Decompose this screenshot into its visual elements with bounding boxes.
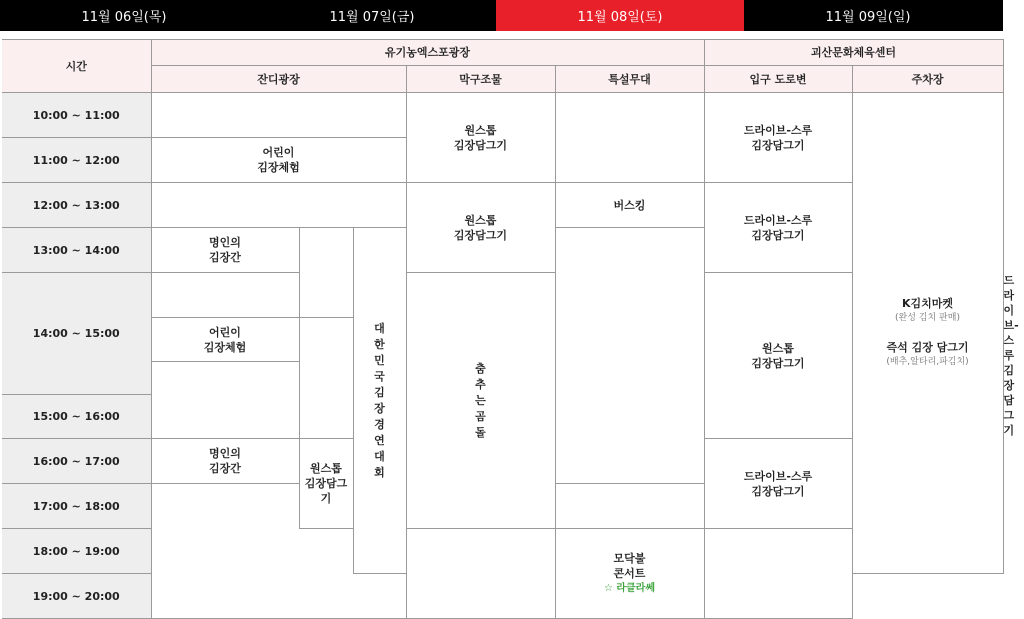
contest-char: 경 xyxy=(374,417,385,431)
contest-char: 국 xyxy=(374,369,385,383)
time-slot: 16:00 ~ 17:00 xyxy=(2,439,151,484)
event-line: 김장담그기 xyxy=(751,138,805,152)
event-busking: 버스킹 xyxy=(555,183,704,228)
event-k-kimchi-market xyxy=(852,93,1003,574)
contest-char: 연 xyxy=(374,433,385,447)
event-line: 원스톱 xyxy=(464,213,497,227)
event-line: 김장체험 xyxy=(203,340,247,354)
event-line: 드라이브-스루 xyxy=(743,123,813,137)
event-line: 명인의 xyxy=(209,447,241,460)
time-slot: 12:00 ~ 13:00 xyxy=(2,183,151,228)
zone-parking-lot: 주차장 xyxy=(852,66,1003,93)
time-slot: 15:00 ~ 16:00 xyxy=(2,395,151,439)
event-line: 김장간 xyxy=(209,251,241,264)
empty-cell xyxy=(151,484,406,619)
bear-char: 춤 xyxy=(475,361,486,375)
event-line: 콘서트 xyxy=(613,567,646,580)
tab-nov-09[interactable]: 11월 09일(일) xyxy=(825,10,911,25)
event-master-kimjang xyxy=(151,228,299,273)
event-line: 어린이 xyxy=(209,325,241,339)
date-tabs xyxy=(0,0,1003,31)
contest-char: 대 xyxy=(374,449,385,463)
bear-char: 돌 xyxy=(475,425,486,439)
time-slot: 17:00 ~ 18:00 xyxy=(2,484,151,529)
empty-cell xyxy=(299,228,353,318)
time-slot: 18:00 ~ 19:00 xyxy=(2,529,151,574)
k-kimchi-market-title: K김치마켓 xyxy=(901,297,954,310)
event-line: 원스톱 xyxy=(762,341,794,355)
time-slot: 19:00 ~ 20:00 xyxy=(2,574,151,619)
event-line: 모닥불 xyxy=(613,552,646,565)
k-kimchi-market-subtitle: (완성 김치 판매) xyxy=(895,313,960,323)
event-dancing-bear xyxy=(406,273,555,529)
event-kids-kimjang xyxy=(151,318,299,362)
empty-cell xyxy=(704,529,852,619)
bear-char: 곰 xyxy=(475,409,486,423)
event-line: 원스톱 xyxy=(310,462,342,475)
empty-cell xyxy=(151,362,299,439)
event-line: 김장체험 xyxy=(257,161,300,174)
empty-cell xyxy=(151,183,406,228)
tab-nov-06[interactable]: 11월 06일(목) xyxy=(81,10,167,25)
zone-special-stage: 특설무대 xyxy=(555,66,704,93)
instant-kimjang-subtitle: (배추,알타리,파김치) xyxy=(886,357,969,367)
event-line: 명인의 xyxy=(209,236,241,249)
event-kids-kimjang xyxy=(151,138,406,183)
schedule-table: 시간 유기농엑스포광장 괴산문화체육센터 잔디광장 막구조물 특설무대 입구 도로변 주차장 10:00 ~ 11:00 원스톱 김장담그기 드라이브-스루 김장담그기 K김치마켓 (완성 김치 판매) 즉석 김장 담그기 (배추,알타리,파김치) 11:00 ~ 12:00 어린이 김장체험 12:00 ~ 13:00 원스톱 김장담그기 버스킹 드라이브-스루 김장담그기 13:00 ~ 14:00 명인의 김장간 대 한 민 국 김 장 경 연 대 회 14:00 ~ 15:00 춤 추 는 곰 돌 원스톱 김장담그기 드라이브-스루 김장담그기 어린이 김장체험 15:00 ~ 16:00 16:00 ~ 17:00 명인의 김장간 원스톱 김장담그기 드라이브-스루 김장담그기 17:00 ~ 18:00 18:00 ~ 19:00 모닥불 콘서트 ☆ 라클라쎄 19:00 ~ 20:00 xyxy=(2,39,1004,619)
event-line: 원스톱 xyxy=(464,123,497,137)
tab-nov-08[interactable]: 11월 08일(토) xyxy=(496,0,744,31)
event-onestop-kimjang xyxy=(406,93,555,183)
event-line: 김장담그기 xyxy=(751,484,805,498)
event-line: 드라이브-스루 xyxy=(743,469,813,483)
event-drive-thru-kimjang xyxy=(704,439,852,529)
event-bonfire-concert xyxy=(555,529,704,619)
event-line: 어린이 xyxy=(262,146,295,159)
contest-char: 장 xyxy=(374,401,385,415)
event-line: 김장담그기 xyxy=(304,477,348,505)
venue-goesan-culture-center: 괴산문화체육센터 xyxy=(704,40,1003,66)
time-header: 시간 xyxy=(2,40,151,93)
empty-cell xyxy=(555,228,704,484)
contest-char: 민 xyxy=(374,353,385,367)
bear-char: 추 xyxy=(475,377,486,391)
contest-char: 대 xyxy=(374,321,385,335)
bear-char: 는 xyxy=(475,393,486,407)
zone-entrance-road: 입구 도로변 xyxy=(704,66,852,93)
event-line: 김장담그기 xyxy=(453,228,508,242)
contest-char: 한 xyxy=(374,337,385,351)
event-master-kimjang xyxy=(151,439,299,484)
event-line: 김장간 xyxy=(209,462,241,475)
contest-char: 회 xyxy=(374,465,385,479)
time-slot: 10:00 ~ 11:00 xyxy=(2,93,151,138)
empty-cell xyxy=(151,93,406,138)
instant-kimjang-title: 즉석 김장 담그기 xyxy=(886,341,969,354)
event-line: 김장담그기 xyxy=(751,228,805,242)
zone-lawn-plaza: 잔디광장 xyxy=(151,66,406,93)
event-line: 김장담그기 xyxy=(453,138,508,152)
zone-tent-structure: 막구조물 xyxy=(406,66,555,93)
event-line: 김장담그기 xyxy=(751,356,805,370)
venue-organic-expo-plaza: 유기농엑스포광장 xyxy=(151,40,704,66)
time-slot: 11:00 ~ 12:00 xyxy=(2,138,151,183)
event-drive-thru-kimjang xyxy=(704,93,852,183)
guest-performer: ☆ 라클라쎄 xyxy=(603,583,656,594)
event-drive-thru-kimjang xyxy=(704,183,852,273)
time-slot: 14:00 ~ 15:00 xyxy=(2,273,151,395)
event-line: 드라이브-스루 xyxy=(743,213,813,227)
event-onestop-kimjang xyxy=(704,273,852,439)
time-slot: 13:00 ~ 14:00 xyxy=(2,228,151,273)
event-onestop-kimjang xyxy=(406,183,555,273)
contest-char: 김 xyxy=(374,385,385,399)
empty-cell xyxy=(555,93,704,183)
empty-cell xyxy=(406,529,555,619)
empty-cell xyxy=(151,273,299,318)
tab-nov-07[interactable]: 11월 07일(금) xyxy=(329,10,415,25)
